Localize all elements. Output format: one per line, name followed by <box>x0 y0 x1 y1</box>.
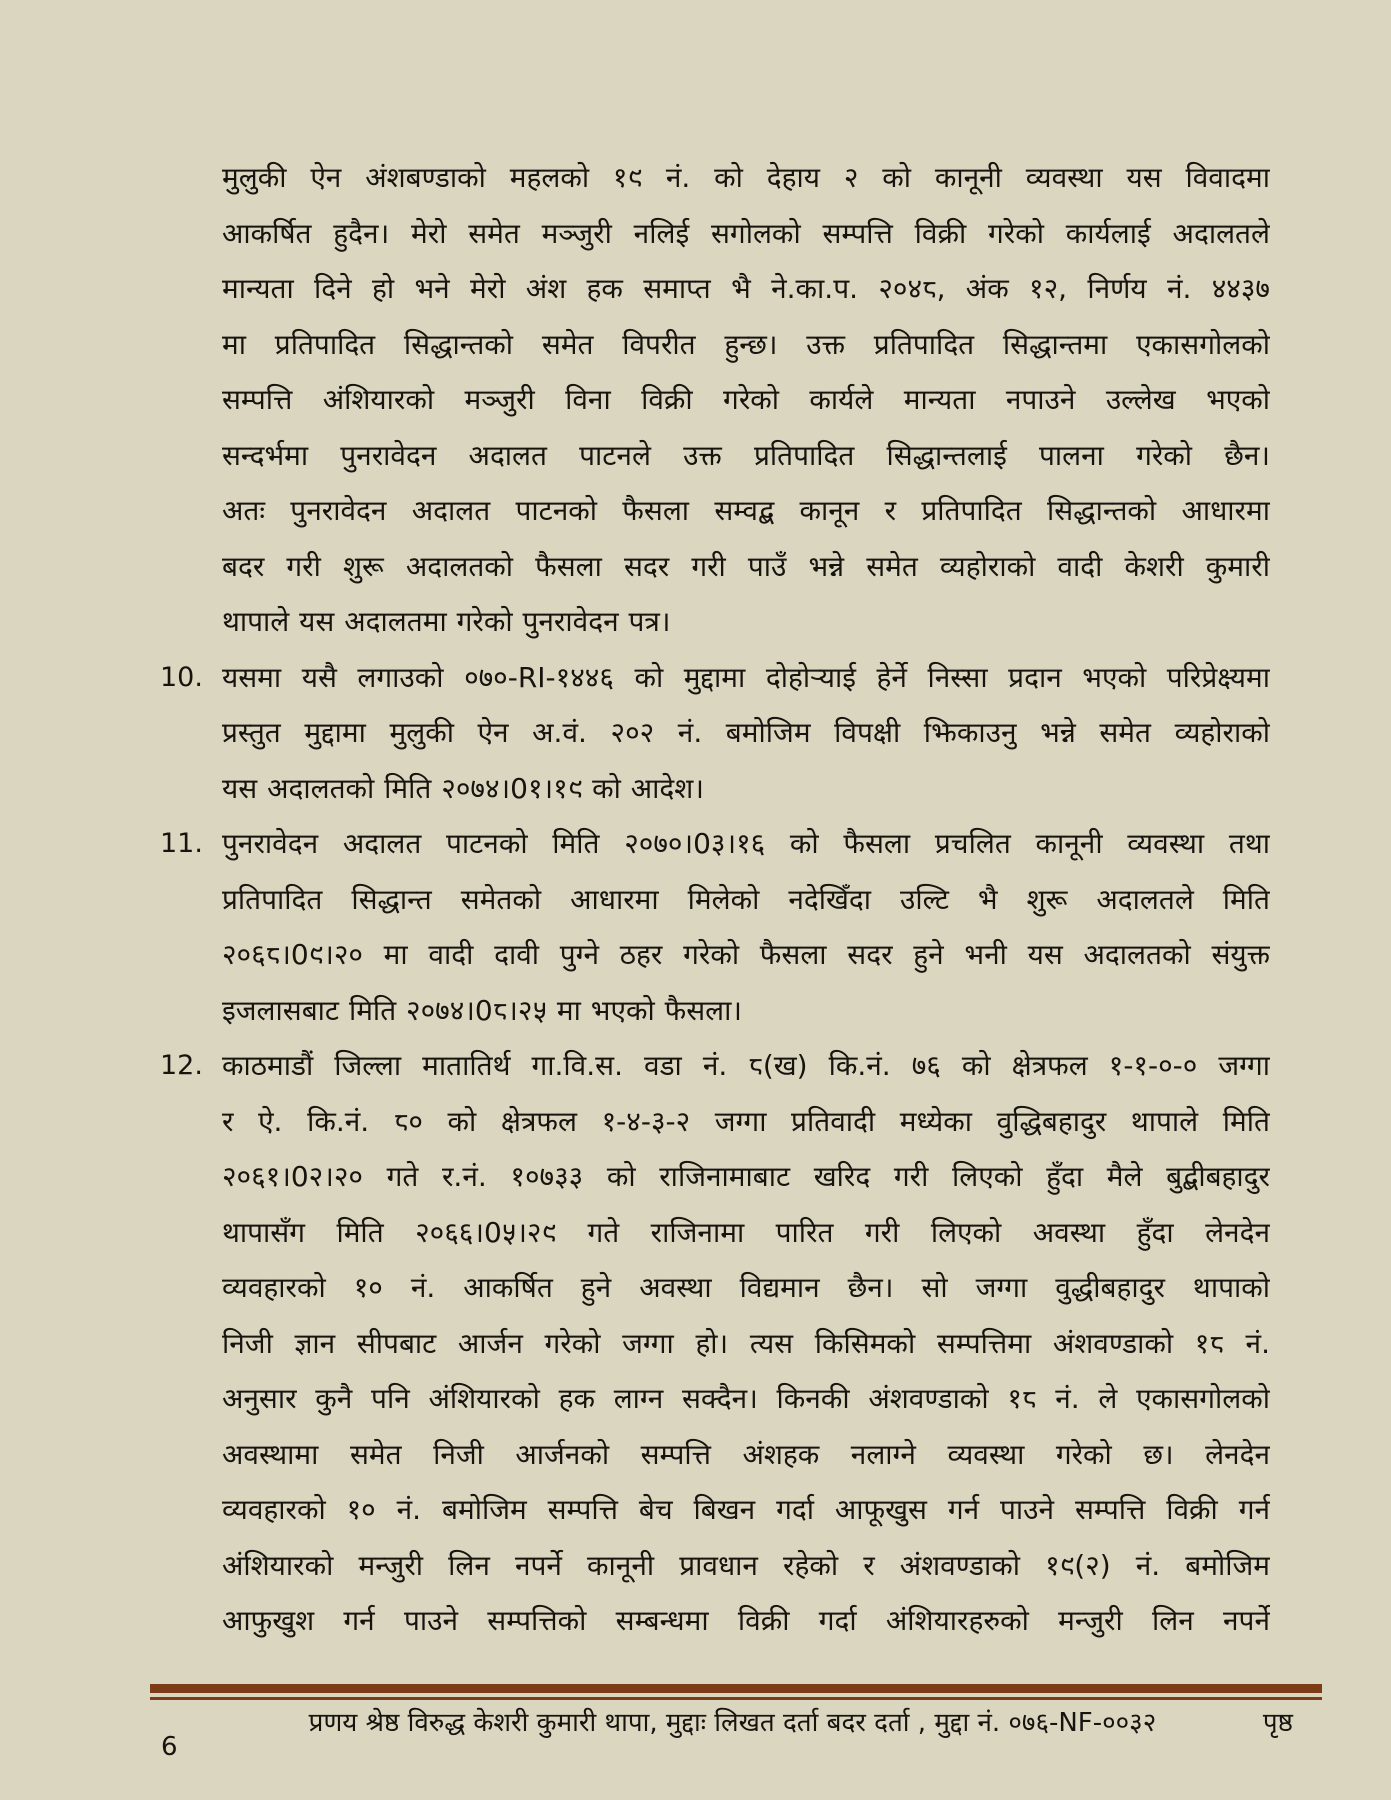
footer-rule-thin <box>150 1697 1322 1700</box>
paragraph-text <box>222 1038 1270 1649</box>
paragraph-line: काठमाडौं जिल्ला मातातिर्थ गा.वि.स. वडा नं. ८(ख) कि.नं. ७६ को क्षेत्रफल १-१-०-० जग्गा <box>222 1049 1270 1082</box>
paragraph-line: यसमा यसै लगाउको ०७०-RI-१४४६ को मुद्दामा दोहोऱ्याई हेर्ने निस्सा प्रदान भएको परिप्रेक्ष्यमा <box>222 660 1270 694</box>
paragraph <box>160 150 1270 650</box>
footer-page-label: पृष्ठ <box>1262 1708 1293 1738</box>
footer-case-title: प्रणय श्रेष्ठ विरुद्ध केशरी कुमारी थापा, मुद्दाः लिखत दर्ता बदर दर्ता , मुद्दा नं. ०७६-NF-००३२ <box>308 1708 1157 1738</box>
paragraph-line: निजी ज्ञान सीपबाट आर्जन गरेको जग्गा हो। त्यस किसिमको सम्पत्तिमा अंशवण्डाको १८ नं. <box>222 1326 1270 1360</box>
paragraph-line: थापाले यस अदालतमा गरेको पुनरावेदन पत्र। <box>222 605 671 638</box>
paragraph <box>160 1038 1270 1649</box>
paragraph-line: यस अदालतको मिति २०७४।0१।१९ को आदेश। <box>222 771 704 805</box>
paragraph-line: मा प्रतिपादित सिद्धान्तको समेत विपरीत हुन्छ। उक्त प्रतिपादित सिद्धान्तमा एकासगोलको <box>222 327 1270 361</box>
paragraph-text <box>222 816 1270 1038</box>
paragraph-line: २०६१।0२।२० गते र.नं. १०७३३ को राजिनामाबाट खरिद गरी लिएको हुँदा मैले बुद्बीबहादुर <box>222 1160 1270 1193</box>
document-body <box>160 150 1270 1649</box>
paragraph-line: प्रतिपादित सिद्धान्त समेतको आधारमा मिलेको नदेखिँदा उल्टि भै शुरू अदालतले मिति <box>222 882 1270 916</box>
paragraph-line: बदर गरी शुरू अदालतको फैसला सदर गरी पाउँ भन्ने समेत व्यहोराको वादी केशरी कुमारी <box>222 549 1270 583</box>
paragraph-line: मुलुकी ऐन अंशबण्डाको महलको १९ नं. को देहाय २ को कानूनी व्यवस्था यस विवादमा <box>222 161 1270 194</box>
paragraph <box>160 650 1270 817</box>
paragraph-line: आफुखुश गर्न पाउने सम्पत्तिको सम्बन्धमा विक्री गर्दा अंशियारहरुको मन्जुरी लिन नपर्ने <box>222 1604 1270 1637</box>
paragraph-line: र ऐ. कि.नं. ८० को क्षेत्रफल १-४-३-२ जग्गा प्रतिवादी मध्येका वुद्धिबहादुर थापाले मिति <box>222 1104 1270 1138</box>
page-number: 6 <box>161 1732 178 1762</box>
paragraph-number: 10. <box>160 661 203 693</box>
paragraph-text <box>222 150 1270 650</box>
paragraph-number: 11. <box>160 828 203 859</box>
paragraph-text <box>222 650 1270 817</box>
paragraph <box>160 816 1270 1038</box>
footer <box>222 1706 1293 1740</box>
paragraph-line: आकर्षित हुदैन। मेरो समेत मञ्जुरी नलिई सगोलको सम्पत्ति विक्री गरेको कार्यलाई अदालतले <box>222 216 1270 250</box>
paragraph-number: 12. <box>160 1050 203 1081</box>
paragraph-line: व्यवहारको १० नं. आकर्षित हुने अवस्था विद्यमान छैन। सो जग्गा वुद्धीबहादुर थापाको <box>222 1271 1270 1304</box>
paragraph-line: प्रस्तुत मुद्दामा मुलुकी ऐन अ.वं. २०२ नं. बमोजिम विपक्षी झिकाउनु भन्ने समेत व्यहोराको <box>222 716 1270 749</box>
paragraph-line: २०६८।0९।२० मा वादी दावी पुग्ने ठहर गरेको फैसला सदर हुने भनी यस अदालतको संयुक्त <box>222 938 1270 971</box>
paragraph-line: अतः पुनरावेदन अदालत पाटनको फैसला सम्वद्ब कानून र प्रतिपादित सिद्धान्तको आधारमा <box>222 494 1270 527</box>
paragraph-line: सम्पत्ति अंशियारको मञ्जुरी विना विक्री गरेको कार्यले मान्यता नपाउने उल्लेख भएको <box>222 383 1270 416</box>
paragraph-line: अंशियारको मन्जुरी लिन नपर्ने कानूनी प्रावधान रहेको र अंशवण्डाको १९(२) नं. बमोजिम <box>222 1548 1270 1582</box>
footer-rule-thick <box>150 1684 1322 1693</box>
paragraph-number <box>160 150 222 206</box>
paragraph-line: थापासँग मिति २०६६।0५।२९ गते राजिनामा पारित गरी लिएको अवस्था हुँदा लेनदेन <box>222 1215 1270 1249</box>
paragraph-line: अनुसार कुनै पनि अंशियारको हक लाग्न सक्दैन। किनकी अंशवण्डाको १८ नं. ले एकासगोलको <box>222 1382 1270 1415</box>
paragraph-line: अवस्थामा समेत निजी आर्जनको सम्पत्ति अंशहक नलाग्ने व्यवस्था गरेको छ। लेनदेन <box>222 1437 1270 1471</box>
paragraph-line: सन्दर्भमा पुनरावेदन अदालत पाटनले उक्त प्रतिपादित सिद्धान्तलाई पालना गरेको छैन। <box>222 438 1270 472</box>
paragraph-line: इजलासबाट मिति २०७४।0८।२५ मा भएको फैसला। <box>222 993 742 1027</box>
paragraph-line: मान्यता दिने हो भने मेरो अंश हक समाप्त भै ने.का.प. २०४८, अंक १२, निर्णय नं. ४४३७ <box>222 272 1270 305</box>
paragraph-line: पुनरावेदन अदालत पाटनको मिति २०७०।0३।१६ को फैसला प्रचलित कानूनी व्यवस्था तथा <box>222 827 1270 860</box>
paragraph-line: व्यवहारको १० नं. बमोजिम सम्पत्ति बेच बिखन गर्दा आफूखुस गर्न पाउने सम्पत्ति विक्री गर्न <box>222 1493 1270 1526</box>
